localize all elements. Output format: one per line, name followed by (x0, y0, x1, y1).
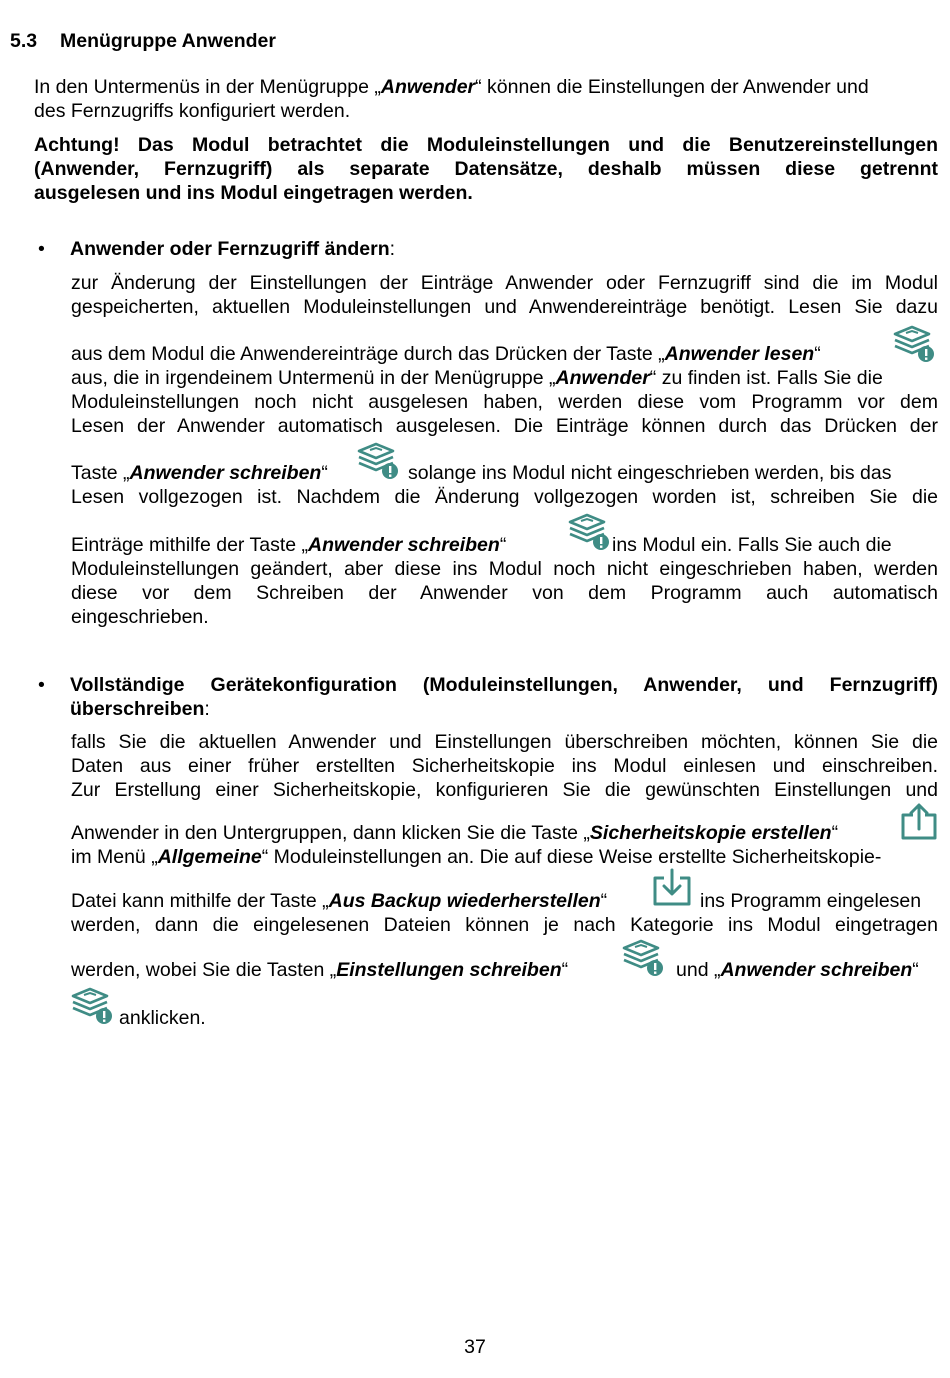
bullet-2-title-line-2: überschreiben (70, 698, 205, 720)
b1-line-8: Lesen vollgezogen ist. Nachdem die Änderung vollgezogen worden ist, schreiben Sie die (71, 486, 938, 508)
b1-line-4: aus, die in irgendeinem Untermenü in der Menügruppe „Anwender“ zu finden ist. Falls Sie die (71, 367, 883, 389)
section-heading (10, 30, 276, 53)
b2-line-9: anklicken. (119, 1007, 206, 1029)
warning-line-2: (Anwender, Fernzugriff) als separate Datensätze, deshalb müssen diese getrennt (34, 158, 938, 180)
b1-line-10: Moduleinstellungen geändert, aber diese ins Modul noch nicht eingeschrieben haben, werden (71, 558, 938, 580)
download-import-icon[interactable] (652, 868, 692, 908)
bullet-2-title-line-1: Vollständige Gerätekonfiguration (Moduleinstellungen, Anwender, und Fernzugriff) (70, 674, 938, 696)
b1-line-12: eingeschrieben. (71, 606, 209, 628)
layers-write-icon[interactable] (621, 938, 665, 978)
anwender-lesen-label: Anwender lesen (664, 343, 815, 365)
bullet-1-colon: : (389, 238, 396, 260)
b1-line-1: zur Änderung der Einstellungen der Einträge Anwender oder Fernzugriff sind die im Modul (71, 272, 938, 294)
share-export-icon[interactable] (900, 803, 938, 841)
layers-write-icon[interactable] (567, 512, 611, 552)
intro-text-pre: In den Untermenüs in der Menügruppe „ (34, 76, 381, 98)
layers-write-icon[interactable] (70, 986, 114, 1026)
b2-line-4: Anwender in den Untergruppen, dann klicken Sie die Taste „Sicherheitskopie erstellen“ (71, 822, 839, 844)
intro-emphasis: Anwender (380, 76, 476, 98)
b1-line-5: Moduleinstellungen noch nicht ausgelesen haben, werden diese vom Programm vor dem (71, 391, 938, 413)
intro-paragraph (34, 75, 938, 123)
warning-paragraph (34, 133, 938, 205)
b1-line-11: diese vor dem Schreiben der Anwender von dem Programm auch automatisch (71, 582, 938, 604)
b2-line-2: Daten aus einer früher erstellten Sicherheitskopie ins Modul einlesen und einschreiben. (71, 755, 938, 777)
b1-line-6: Lesen der Anwender automatisch ausgelesen. Die Einträge können durch das Drücken der (71, 415, 938, 437)
b2-line-3: Zur Erstellung einer Sicherheitskopie, konfigurieren Sie die gewünschten Einstellungen und (71, 779, 938, 801)
intro-line-2: des Fernzugriffs konfiguriert werden. (34, 100, 351, 122)
section-number: 5.3 (10, 30, 38, 52)
sicherheitskopie-label: Sicherheitskopie erstellen (589, 822, 832, 844)
layers-write-icon[interactable] (356, 441, 400, 481)
intro-text-post: “ können die Einstellungen der Anwender und (475, 76, 869, 98)
warning-line-3: ausgelesen und ins Modul eingetragen werden. (34, 182, 473, 204)
b2-line-5: im Menü „Allgemeine“ Moduleinstellungen an. Die auf diese Weise erstellte Sicherheitskopie- (71, 846, 882, 868)
layers-read-icon[interactable] (892, 324, 936, 364)
bullet-1-title: Anwender oder Fernzugriff ändern (70, 238, 390, 260)
b2-line-7: werden, dann die eingelesenen Dateien können je nach Kategorie ins Modul eingetragen (71, 914, 938, 936)
b1-line-9: Einträge mithilfe der Taste „Anwender schreiben“ ins Modul ein. Falls Sie auch die (71, 534, 892, 556)
warning-line-1: Achtung! Das Modul betrachtet die Moduleinstellungen und die Benutzereinstellungen (34, 134, 938, 156)
bullet-dot: • (38, 238, 45, 260)
b1-line-3: aus dem Modul die Anwendereinträge durch das Drücken der Taste „Anwender lesen“ (71, 343, 821, 365)
b1-line-2: gespeicherten, aktuellen Moduleinstellungen und Anwendereinträge benötigt. Lesen Sie dazu (71, 296, 938, 318)
document-page: 5.3 Menügruppe Anwender In den Untermenüs in der Menügruppe „Anwender“ können die Einstellungen der Anwender und des Fernzugriffs konfiguriert werden. Achtung! Das Modul betrachtet die Moduleinstellungen und die Benutzereinstellungen (Anwender, Fernzugriff) als separate Datensätze, deshalb müssen diese getrennt ausgelesen und ins Modul eingetragen werden. • Anwender oder Fernzugriff ändern: zur Änderung der Einstellungen der Einträge Anwender oder Fernzugriff sind die im Modul gespeicherten, aktuellen Moduleinstellungen und Anwendereinträge benötigt. Lesen Sie dazu aus dem Modul die Anwendereinträge durch das Drücken der Taste „Anwender lesen“ aus, die in irgendeinem Untermenü in der Menügruppe „Anwender“ zu finden ist. Falls Sie die Moduleinstellungen noch nicht ausgelesen haben, werden diese vom Programm vor dem Lesen der Anwender automatisch ausgelesen. Die Einträge können durch das Drücken der Taste „Anwender schreiben“ solange ins Modul nicht eingeschrieben werden, bis das Lesen vollgezogen ist. Nachdem die Änderung vollgezogen worden ist, schreiben Sie die Einträge mithilfe der Taste „Anwender schreiben“ ins Modul ein. Falls Sie auch die Moduleinstellungen geändert, aber diese ins Modul noch nicht eingeschrieben haben, werden diese vor dem Schreiben der Anwender von dem Programm auch automatisch eingeschrieben. • Vollständige Gerätekonfiguration (Moduleinstellungen, Anwender, und Fernzugriff) überschreiben: falls Sie die aktuellen Anwender und Einstellungen überschreiben möchten, können Sie die Daten aus einer früher erstellten Sicherheitskopie ins Modul einlesen und einschreiben. Zur Erstellung einer Sicherheitskopie, konfigurieren Sie die gewünschten Einstellungen und Anwender in den Untergruppen, dann klicken Sie die Taste „Sicherheitskopie erstellen“ im Menü „Allgemeine“ Moduleinstellungen an. Die auf diese Weise erstellte Sicherheitskopie- Datei kann mithilfe der Taste „Aus Backup wiederherstellen“ ins Programm eingelesen werden, dann die eingelesenen Dateien können je nach Kategorie ins Modul eingetragen werden, wobei Sie die Tasten „Einstellungen schreiben“ und „Anwender schreiben“ anklicken. 37 (0, 0, 950, 1378)
b1-line-7: Taste „Anwender schreiben“ solange ins Modul nicht eingeschrieben werden, bis das (71, 462, 892, 484)
b2-line-8: werden, wobei Sie die Tasten „Einstellungen schreiben“ und „Anwender schreiben“ (71, 959, 919, 981)
b2-line-6: Datei kann mithilfe der Taste „Aus Backup wiederherstellen“ ins Programm eingelesen (71, 890, 922, 912)
page-number: 37 (464, 1336, 486, 1358)
section-title: Menügruppe Anwender (60, 30, 276, 52)
b2-line-1: falls Sie die aktuellen Anwender und Einstellungen überschreiben möchten, können Sie die (71, 731, 938, 753)
bullet-dot: • (38, 674, 45, 696)
intro-line-1 (34, 75, 938, 99)
